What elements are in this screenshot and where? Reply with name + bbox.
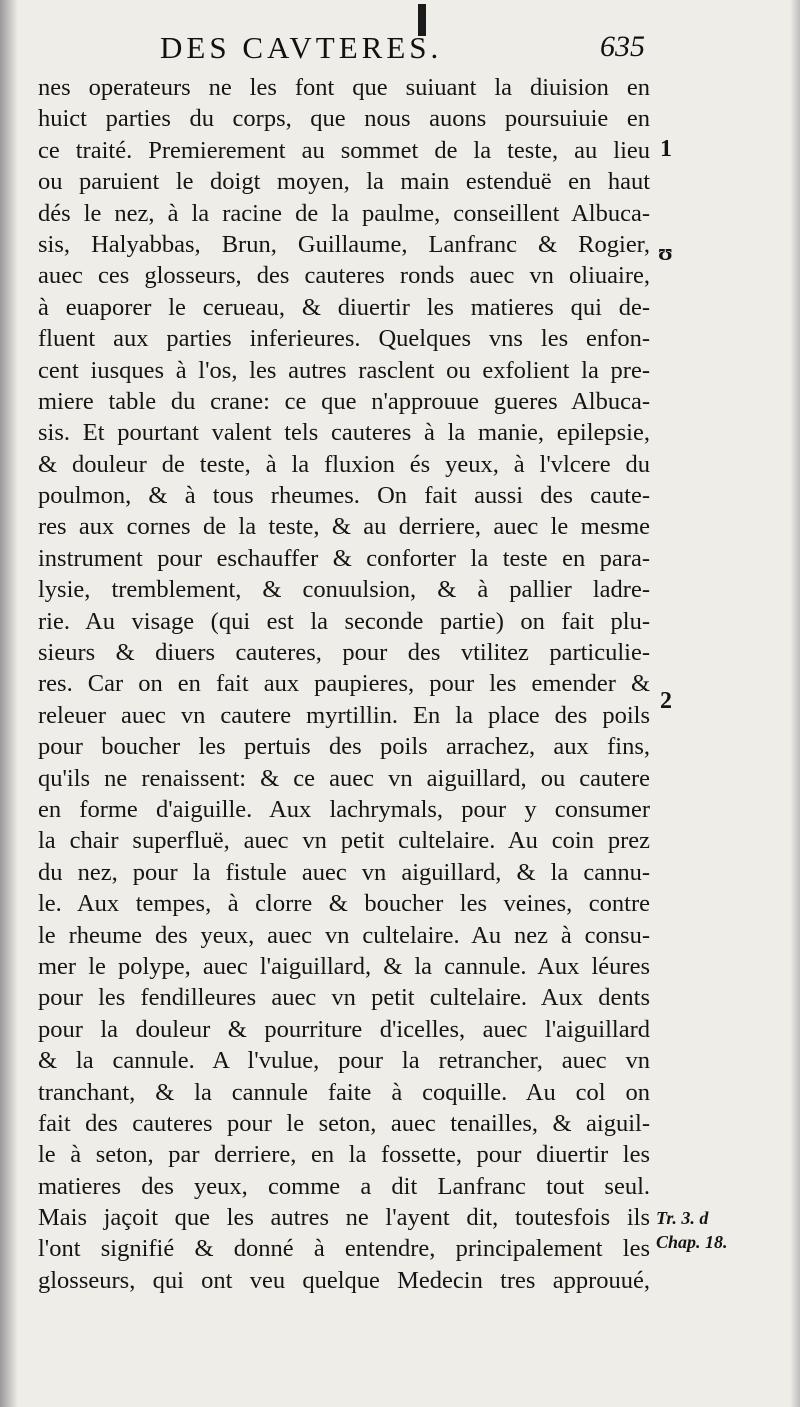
- text-line: à euaporer le cerueau, & diuertir les matieres qui de-: [38, 293, 650, 321]
- text-line: pour boucher les pertuis des poils arrachez, aux fins,: [38, 733, 650, 761]
- text-line: l'ont signifié & donné à entendre, principalement les: [38, 1235, 650, 1263]
- text-line: auec ces glosseurs, des cauteres ronds auec vn oliuaire,: [38, 262, 650, 290]
- text-line: sis, Halyabbas, Brun, Guillaume, Lanfranc & Rogier,: [38, 230, 650, 258]
- running-title: DES CAVTERES.: [160, 30, 443, 65]
- text-line: nes operateurs ne les font que suiuant la diuision en: [38, 74, 650, 101]
- text-line: ce traité. Premierement au sommet de la teste, au lieu: [38, 136, 650, 164]
- text-line: fluent aux parties inferieures. Quelques vns les enfon-: [38, 325, 650, 353]
- text-line: res. Car on en fait aux paupieres, pour les emender &: [38, 670, 650, 698]
- text-line: & douleur de teste, à la fluxion és yeux, à l'vlcere du: [38, 450, 650, 478]
- text-line: pour la douleur & pourriture d'icelles, auec l'aiguillard: [38, 1015, 650, 1043]
- margin-note-1: 1: [660, 136, 672, 162]
- text-line: pour les fendilleures auec vn petit cultelaire. Aux dents: [38, 984, 650, 1012]
- text-line: huict parties du corps, que nous auons poursuiuie en: [38, 105, 650, 133]
- text-line: cent iusques à l'os, les autres rasclent ou exfolient la pre-: [38, 356, 650, 384]
- text-line: glosseurs, qui ont veu quelque Medecin tres approuué,: [38, 1266, 650, 1294]
- text-line: mer le polype, auec l'aiguillard, & la cannule. Aux léures: [38, 952, 650, 980]
- body-text: [38, 72, 650, 1296]
- margin-note-symbol: ʊ: [658, 240, 673, 266]
- text-line: miere table du crane: ce que n'approuue gueres Albuca-: [38, 387, 650, 415]
- text-line: ou paruient le doigt moyen, la main estenduë en haut: [38, 168, 650, 196]
- text-line: rie. Au visage (qui est la seconde partie) on fait plu-: [38, 607, 650, 635]
- text-line: matieres des yeux, comme a dit Lanfranc tout seul.: [38, 1172, 650, 1200]
- margin-citation: [656, 1206, 728, 1254]
- text-line: tranchant, & la cannule faite à coquille. Au col on: [38, 1078, 650, 1106]
- text-line: sis. Et pourtant valent tels cauteres à la manie, epilepsie,: [38, 419, 650, 447]
- margin-note-2: 2: [660, 688, 672, 714]
- text-line: du nez, pour la fistule auec vn aiguillard, & la cannu-: [38, 858, 650, 886]
- text-line: qu'ils ne renaissent: & ce auec vn aiguillard, ou cautere: [38, 764, 650, 792]
- text-line: le à seton, par derriere, en la fossette, pour diuertir les: [38, 1141, 650, 1169]
- margin-citation-line-2: Chap. 18.: [656, 1232, 728, 1252]
- margin-citation-line-1: Tr. 3. d: [656, 1208, 709, 1228]
- text-line: Mais jaçoit que les autres ne l'ayent dit, toutesfois ils: [38, 1204, 650, 1232]
- gutter-shadow: [0, 0, 18, 1407]
- text-line: le rheume des yeux, auec vn cultelaire. Au nez à consu-: [38, 921, 650, 949]
- page-edge: [790, 0, 800, 1407]
- text-line: la chair superfluë, auec vn petit cultelaire. Au coin prez: [38, 827, 650, 855]
- text-line: en forme d'aiguille. Aux lachrymals, pour y consumer: [38, 795, 650, 823]
- text-line: poulmon, & à tous rheumes. On fait aussi des caute-: [38, 482, 650, 510]
- text-line: releuer auec vn cautere myrtillin. En la place des poils: [38, 701, 650, 729]
- text-line: res aux cornes de la teste, & au derriere, auec le mesme: [38, 513, 650, 541]
- text-line: & la cannule. A l'vulue, pour la retrancher, auec vn: [38, 1047, 650, 1075]
- text-line: le. Aux tempes, à clorre & boucher les veines, contre: [38, 890, 650, 918]
- text-line: sieurs & diuers cauteres, pour des vtilitez particulie-: [38, 639, 650, 667]
- text-line: lysie, tremblement, & conuulsion, & à pallier ladre-: [38, 576, 650, 604]
- text-line: dés le nez, à la racine de la paulme, conseillent Albuca-: [38, 199, 650, 227]
- text-line: instrument pour eschauffer & conforter la teste en para-: [38, 544, 650, 572]
- text-line: fait des cauteres pour le seton, auec tenailles, & aiguil-: [38, 1109, 650, 1137]
- page-number: 635: [600, 30, 645, 63]
